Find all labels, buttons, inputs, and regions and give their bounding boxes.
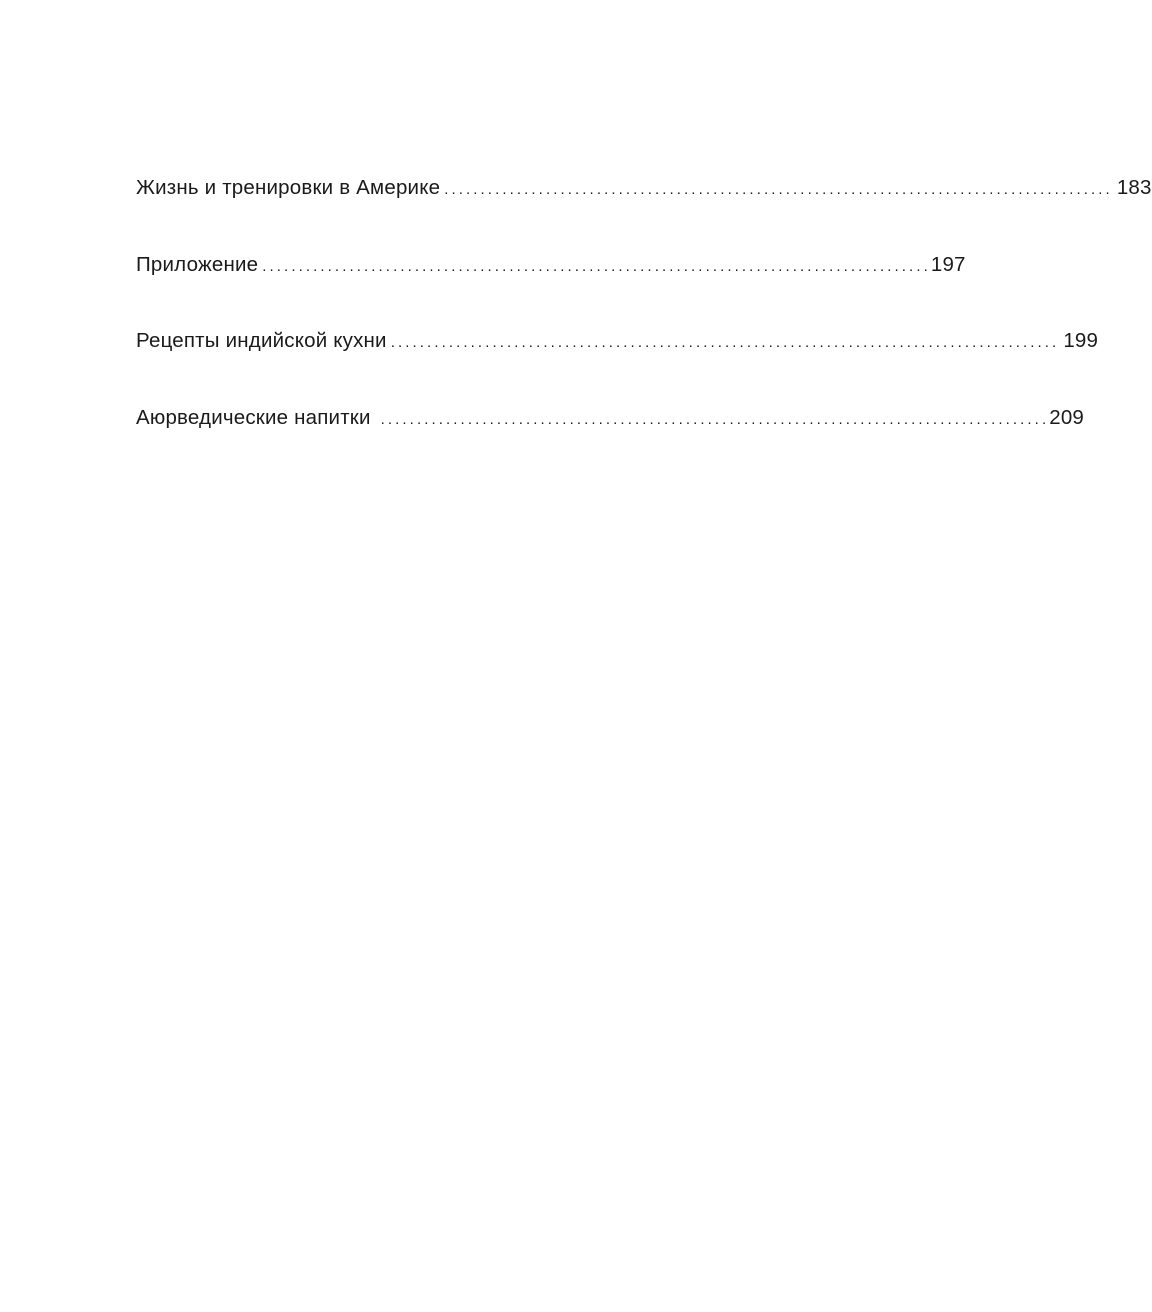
table-of-contents bbox=[136, 176, 1152, 482]
toc-entry-title: Жизнь и тренировки в Америке bbox=[136, 176, 441, 199]
toc-entry-page-number: 197 bbox=[930, 252, 966, 276]
toc-dot-leader: ............................................................................................ bbox=[380, 410, 1050, 428]
toc-entry[interactable] bbox=[136, 329, 1099, 361]
toc-entry[interactable] bbox=[136, 405, 1085, 438]
toc-entry-page-number: 183 bbox=[1116, 176, 1152, 199]
toc-dot-leader: ............................................................................................ bbox=[390, 334, 1060, 351]
toc-dot-leader: ............................................................................................ bbox=[444, 181, 1113, 198]
toc-entry-title: Рецепты индийской кухни bbox=[136, 329, 387, 352]
toc-dot-leader: ............................................................................................ bbox=[262, 257, 931, 275]
toc-entry[interactable] bbox=[136, 176, 1152, 208]
toc-entry-title: Аюрведические напитки bbox=[136, 405, 371, 429]
toc-entry-page-number: 209 bbox=[1049, 405, 1085, 429]
toc-entry-page-number: 199 bbox=[1063, 329, 1099, 352]
toc-entry[interactable] bbox=[136, 252, 966, 285]
toc-entry-title: Приложение bbox=[136, 252, 259, 276]
